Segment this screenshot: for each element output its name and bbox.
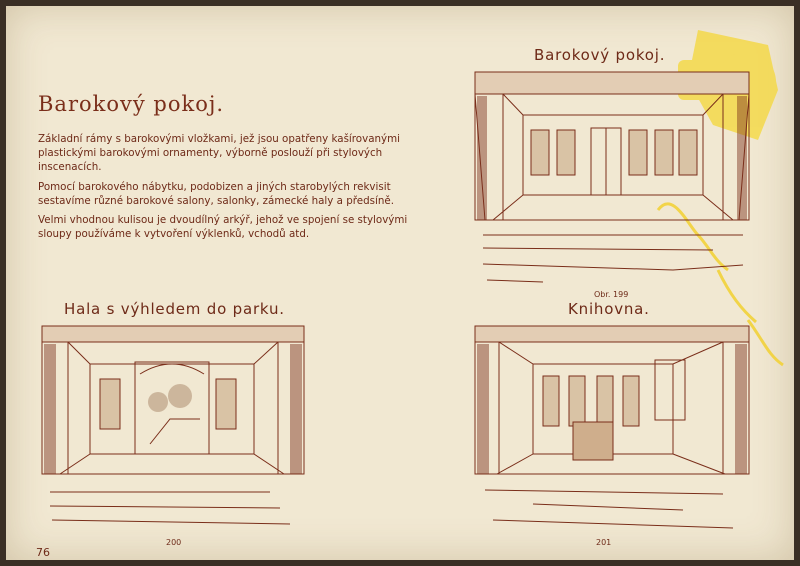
illustration-hall-park-view [40, 324, 306, 536]
page-title: Barokový pokoj. [38, 92, 225, 116]
paragraph-1: Základní rámy s barokovými vložkami, jež jsou opatřeny kašírovanými plastickými barokovými ornamenty, výborně poslouží při stylových inscenacích. [38, 133, 401, 174]
label-fig199: Obr. 199 [594, 290, 629, 299]
paragraph-3: Velmi vhodnou kulisou je dvoudílný arkýř, jehož ve spojení se stylovými sloupy používáme k vytvoření výklenků, vchodů atd. [38, 214, 408, 241]
body-text [38, 132, 434, 246]
page-number: 76 [36, 546, 50, 559]
illustration-baroque-room [473, 70, 751, 288]
caption-fig199: Barokový pokoj. [534, 46, 666, 64]
illustration-library [473, 324, 751, 538]
book-page [6, 6, 794, 560]
label-fig200: 200 [166, 538, 182, 547]
paragraph-2: Pomocí barokového nábytku, podobizen a jiných starobylých rekvisit sestavíme různé barokové salony, salonky, zámecké haly a předsíně. [38, 180, 395, 207]
caption-fig200: Hala s výhledem do parku. [64, 300, 285, 318]
label-fig201: 201 [596, 538, 612, 547]
caption-fig201: Knihovna. [568, 300, 650, 318]
